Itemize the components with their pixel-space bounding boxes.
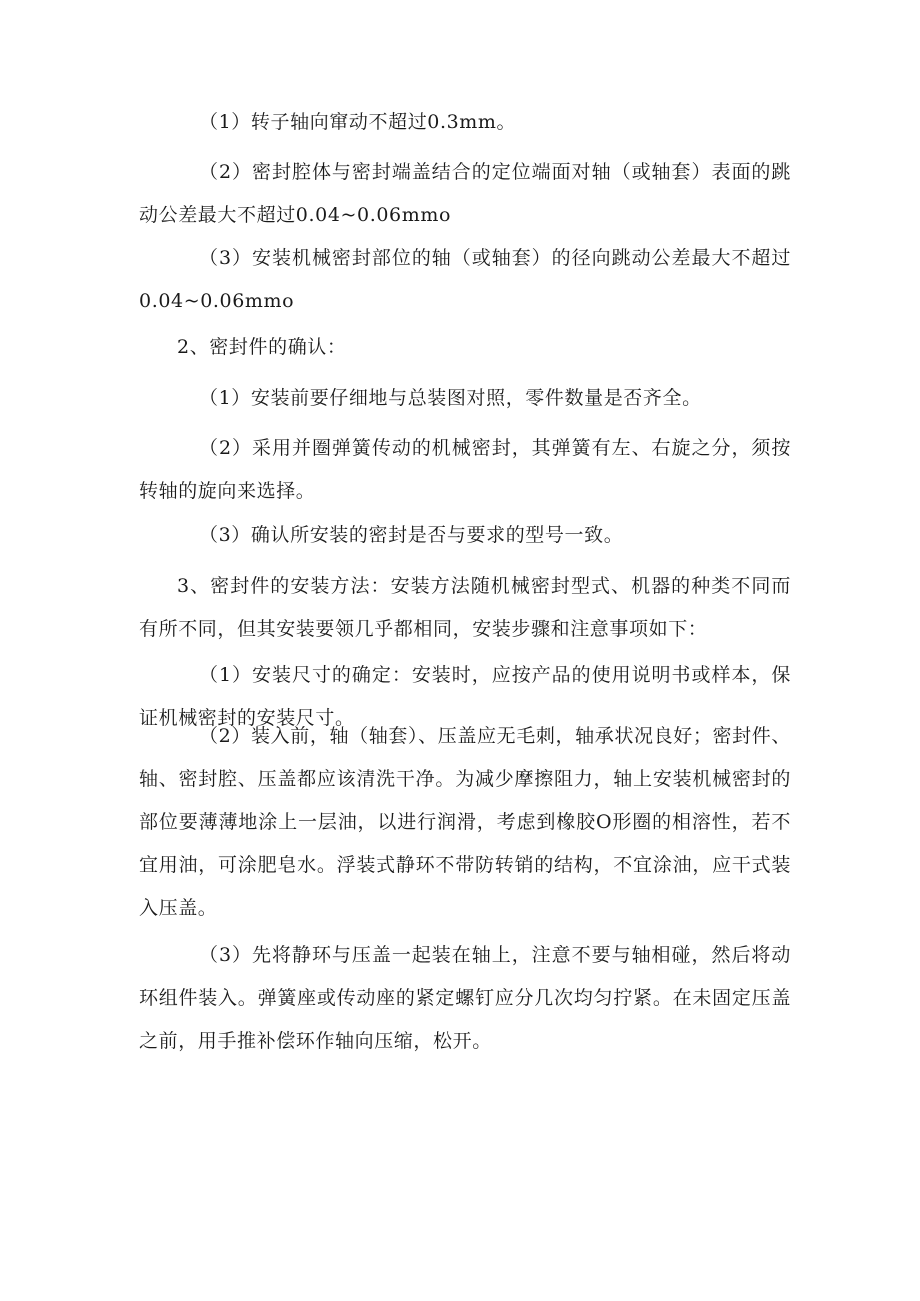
section-heading-seal-confirmation: 2、密封件的确认： [177, 336, 347, 358]
paragraph-installation-size: （1）安装尺寸的确定：安装时，应按产品的使用说明书或样本，保证机械密封的安装尺寸。 [139, 664, 791, 729]
section-heading-installation-method: 3、密封件的安装方法：安装方法随机械密封型式、机器的种类不同而有所不同，但其安装要领几乎都相同，安装步骤和注意事项如下： [139, 575, 791, 640]
paragraph-preparation-cleaning: （2）装入前，轴（轴套）、压盖应无毛刺，轴承状况良好；密封件、轴、密封腔、压盖都应该清洗干净。为减少摩擦阻力，轴上安装机械密封的部位要薄薄地涂上一层油，以进行润滑，考虑到橡胶O形圈的相溶性，若不宜用油，可涂肥皂水。浮装式静环不带防转销的结构，不宜涂油，应干式装入压盖。 [139, 725, 791, 919]
paragraph-axial-play: （1）转子轴向窜动不超过0.3mm。 [199, 111, 517, 133]
paragraph-end-face-runout: （2）密封腔体与密封端盖结合的定位端面对轴（或轴套）表面的跳动公差最大不超过0.04~0.06mmo [139, 161, 791, 226]
paragraph-assembly-steps: （3）先将静环与压盖一起装在轴上，注意不要与轴相碰，然后将动环组件装入。弹簧座或传动座的紧定螺钉应分几次均匀拧紧。在未固定压盖之前，用手推补偿环作轴向压缩，松开。 [139, 944, 791, 1052]
paragraph-confirm-model: （3）确认所安装的密封是否与要求的型号一致。 [199, 524, 624, 546]
paragraph-radial-runout: （3）安装机械密封部位的轴（或轴套）的径向跳动公差最大不超过0.04~0.06mmo [139, 247, 791, 312]
paragraph-check-parts: （1）安装前要仔细地与总装图对照，零件数量是否齐全。 [199, 387, 702, 409]
paragraph-spring-direction: （2）采用并圈弹簧传动的机械密封，其弹簧有左、右旋之分，须按转轴的旋向来选择。 [139, 437, 791, 502]
